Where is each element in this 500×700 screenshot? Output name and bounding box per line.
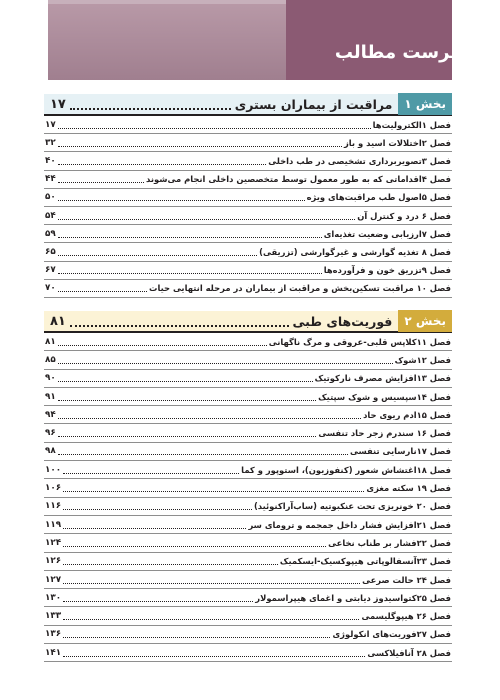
dot-leader	[63, 576, 360, 584]
chapter-title: فصل ۲۱افزایش فشار داخل جمجمه و ترومای سر	[248, 519, 451, 530]
dot-leader	[70, 315, 289, 327]
chapter-title: فصل ۱الکترولیت‌ها	[372, 119, 451, 130]
chapter-title: فصل ۱۴سپسیس و شوک سپتیک	[318, 391, 451, 402]
toc-entry[interactable]	[44, 152, 452, 170]
toc-entry[interactable]	[44, 607, 452, 625]
toc-entry[interactable]	[44, 116, 452, 134]
toc-entry[interactable]	[44, 479, 452, 497]
chapter-page-number: ۵۰	[45, 192, 56, 203]
dot-leader	[58, 284, 147, 292]
chapter-page-number: ۱۱۶	[45, 501, 62, 512]
section-badge: بخش ۱	[398, 93, 452, 115]
dot-leader	[63, 630, 330, 638]
dot-leader	[63, 521, 246, 529]
chapter-page-number: ۹۶	[45, 428, 56, 439]
chapter-page-number: ۳۲	[45, 137, 56, 148]
toc-entry[interactable]	[44, 406, 452, 424]
dot-leader	[58, 121, 371, 129]
chapter-title: فصل ۲۰ خونریزی تحت عنکبوتیه (ساب‌آراکنوئید)	[253, 501, 451, 512]
chapter-page-number: ۱۲۴	[45, 537, 62, 548]
chapter-title: فصل ۳تصویربرداری تشخیصی در طب داخلی	[268, 155, 451, 166]
page-title: فهرست مطالب	[334, 42, 474, 63]
section-title: فوریت‌های طبی	[292, 313, 393, 329]
chapter-title: فصل ۲۳آنسفالوپاتی هیپوکسیک-ایسکمیک	[279, 556, 451, 567]
chapter-page-number: ۱۰۰	[45, 464, 62, 475]
chapter-page-number: ۱۳۶	[45, 629, 62, 640]
section-heading[interactable]	[44, 94, 452, 116]
header-title-tab	[286, 0, 452, 80]
dot-leader	[58, 338, 267, 346]
toc-entry[interactable]	[44, 189, 452, 207]
dot-leader	[58, 393, 316, 401]
chapter-title: فصل ۲۲فشار بر طناب نخاعی	[328, 537, 451, 548]
chapter-title: فصل ۲۸ آنافیلاکسی	[367, 647, 451, 658]
toc-entry[interactable]	[44, 443, 452, 461]
section-title: مراقبت از بیماران بستری	[234, 96, 393, 112]
chapter-title: فصل ۲اختلالات اسید و باز	[343, 137, 451, 148]
chapter-title: فصل ۹تزریق خون و فرآورده‌ها	[323, 265, 451, 276]
chapter-title: فصل ۸ تغذیه گوارشی و غیرگوارشی (تزریقی)	[259, 246, 451, 257]
dot-leader	[58, 266, 322, 274]
chapter-page-number: ۹۱	[45, 391, 56, 402]
chapter-title: فصل ۱۳افزایش مصرف نارکوتیک	[314, 373, 451, 384]
dot-leader	[58, 193, 305, 201]
chapter-title: فصل ۲۴ حالت صرعی	[362, 574, 451, 585]
chapter-title: فصل ۵اصول طب مراقبت‌های ویژه	[306, 192, 451, 203]
chapter-title: فصل ۴اقداماتی که به طور معمول توسط متخصصین داخلی انجام می‌شوند	[146, 174, 451, 185]
chapter-page-number: ۴۴	[45, 174, 56, 185]
section-page-number: ۱۷	[50, 96, 66, 112]
section-page-number: ۸۱	[50, 313, 66, 329]
dot-leader	[58, 230, 322, 238]
chapter-title: فصل ۱۶ سندرم زجر حاد تنفسی	[318, 428, 451, 439]
dot-leader	[58, 139, 342, 147]
chapter-title: فصل ۲۷فوریت‌های انکولوژی	[332, 629, 451, 640]
chapter-page-number: ۴۰	[45, 155, 56, 166]
toc-entry[interactable]	[44, 207, 452, 225]
toc-section-1	[44, 94, 452, 298]
chapter-title: فصل ۱۸اغتشاش شعور (کنفوزیون)، استوپور و کما	[241, 464, 451, 475]
chapter-title: فصل ۱۹ سکته مغزی	[366, 483, 451, 494]
chapter-page-number: ۷۰	[45, 283, 56, 294]
toc-entry[interactable]	[44, 571, 452, 589]
chapter-page-number: ۱۲۷	[45, 574, 62, 585]
dot-leader	[70, 98, 231, 110]
toc-entry[interactable]	[44, 280, 452, 298]
toc-entry[interactable]	[44, 461, 452, 479]
chapter-page-number: ۱۲۶	[45, 556, 62, 567]
chapter-title: فصل ۱۵ادم ریوی حاد	[363, 409, 451, 420]
toc-entry[interactable]	[44, 498, 452, 516]
chapter-page-number: ۱۳۳	[45, 611, 62, 622]
chapter-page-number: ۵۴	[45, 210, 56, 221]
chapter-title: فصل ۲۶ هیپوگلیسمی	[361, 611, 451, 622]
dot-leader	[63, 502, 252, 510]
header-band	[48, 0, 452, 80]
chapter-page-number: ۵۹	[45, 228, 56, 239]
dot-leader	[63, 484, 364, 492]
toc-entry[interactable]	[44, 516, 452, 534]
chapter-page-number: ۹۸	[45, 446, 56, 457]
dot-leader	[63, 612, 359, 620]
chapter-title: فصل ۱۷نارسایی تنفسی	[350, 446, 451, 457]
dot-leader	[58, 429, 317, 437]
chapter-title: فصل ۱۲شوک	[394, 354, 451, 365]
dot-leader	[58, 411, 361, 419]
chapter-page-number: ۱۰۶	[45, 483, 62, 494]
chapter-page-number: ۹۴	[45, 409, 56, 420]
chapter-page-number: ۸۵	[45, 354, 56, 365]
dot-leader	[58, 157, 266, 165]
toc-entry[interactable]	[44, 589, 452, 607]
dot-leader	[63, 649, 365, 657]
dot-leader	[58, 447, 348, 455]
chapter-page-number: ۱۱۹	[45, 519, 62, 530]
toc-entry[interactable]	[44, 553, 452, 571]
dot-leader	[63, 594, 253, 602]
toc-entry[interactable]	[44, 134, 452, 152]
toc-entry[interactable]	[44, 534, 452, 552]
dot-leader	[58, 175, 144, 183]
chapter-title: فصل ۱۱کلاپس قلبی-عروقی و مرگ ناگهانی	[268, 336, 451, 347]
section-badge: بخش ۲	[398, 310, 452, 332]
toc-entry[interactable]	[44, 644, 452, 662]
dot-leader	[58, 212, 355, 220]
chapter-page-number: ۶۷	[45, 265, 56, 276]
dot-leader	[63, 466, 239, 474]
dot-leader	[58, 374, 313, 382]
section-heading[interactable]	[44, 311, 452, 333]
toc-entry[interactable]	[44, 171, 452, 189]
chapter-title: فصل ۷ارزیابی وضعیت تغذیه‌ای	[323, 228, 451, 239]
toc-entry[interactable]	[44, 370, 452, 388]
dot-leader	[63, 557, 278, 565]
chapter-page-number: ۶۵	[45, 246, 56, 257]
toc-entry[interactable]	[44, 351, 452, 369]
chapter-list	[44, 333, 452, 662]
chapter-title: فصل ۲۵کتواسیدوز دیابتی و اغمای هیپراسمولار	[255, 592, 451, 603]
toc-entry[interactable]	[44, 626, 452, 644]
dot-leader	[58, 356, 393, 364]
chapter-page-number: ۱۴۱	[45, 647, 62, 658]
toc-entry[interactable]	[44, 424, 452, 442]
chapter-page-number: ۱۳۰	[45, 592, 62, 603]
toc-entry[interactable]	[44, 388, 452, 406]
toc-entry[interactable]	[44, 262, 452, 280]
chapter-page-number: ۱۷	[45, 119, 56, 130]
toc-entry[interactable]	[44, 243, 452, 261]
toc-section-2	[44, 311, 452, 662]
chapter-title: فصل ۱۰ مراقبت تسکین‌بخش و مراقبت از بیماران در مرحله انتهایی حیات	[149, 283, 451, 294]
toc-entry[interactable]	[44, 225, 452, 243]
chapter-page-number: ۸۱	[45, 336, 56, 347]
chapter-list	[44, 116, 452, 298]
chapter-title: فصل ۶ درد و کنترل آن	[357, 210, 451, 221]
dot-leader	[58, 248, 257, 256]
dot-leader	[63, 539, 326, 547]
chapter-page-number: ۹۰	[45, 373, 56, 384]
toc-entry[interactable]	[44, 333, 452, 351]
